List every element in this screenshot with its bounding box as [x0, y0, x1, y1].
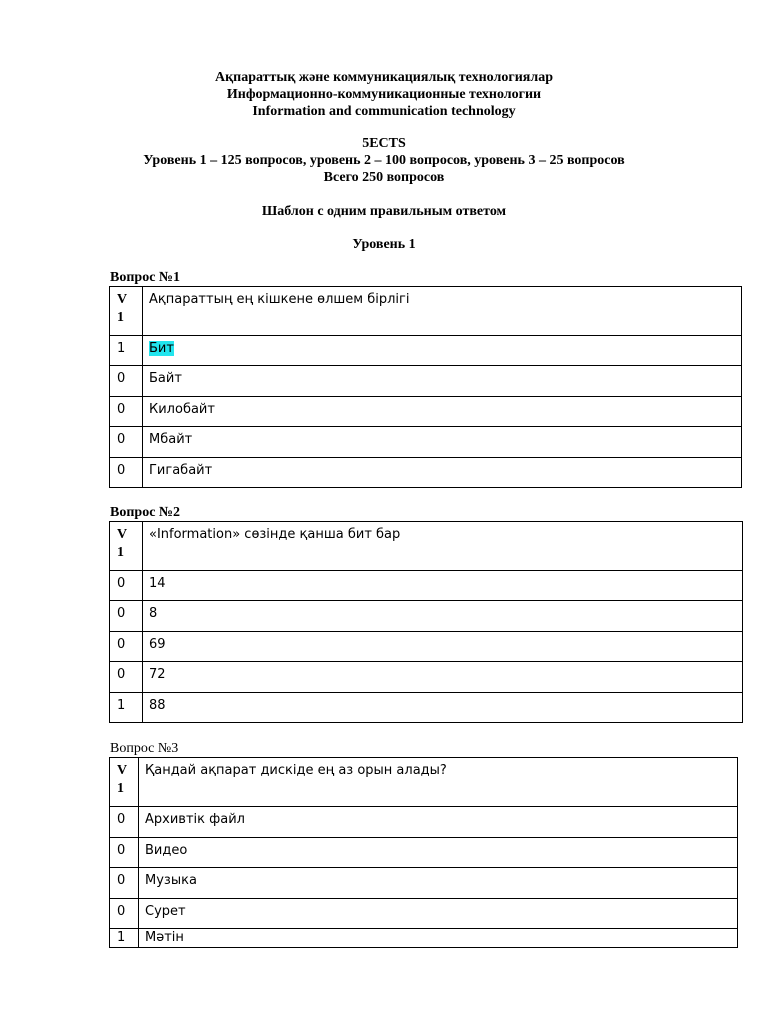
option-text: Мбайт	[149, 432, 193, 447]
option-text-cell	[143, 458, 742, 488]
title-english: Information and communication technology	[252, 104, 516, 119]
option-text-cell	[143, 571, 743, 601]
option-key: 0	[117, 576, 126, 591]
question-3-label: Вопрос №3	[110, 741, 179, 756]
option-row	[110, 838, 738, 868]
option-text: Килобайт	[149, 402, 215, 417]
option-key: 0	[117, 432, 126, 447]
option-text-cell	[143, 693, 743, 723]
option-text: Музыка	[145, 873, 197, 888]
question-2-label: Вопрос №2	[110, 505, 180, 520]
option-key-cell	[110, 807, 139, 838]
option-text: 14	[149, 576, 166, 591]
levels-summary: Уровень 1 – 125 вопросов, уровень 2 – 100 вопросов, уровень 3 – 25 вопросов	[143, 153, 625, 168]
title-russian: Информационно-коммуникационные технологии	[226, 87, 542, 102]
option-text: Мәтін	[145, 930, 184, 945]
option-text-cell	[139, 838, 738, 868]
option-key-cell	[110, 662, 143, 693]
question-1-label: Вопрос №1	[110, 270, 180, 285]
option-key-cell	[110, 571, 143, 601]
option-text-cell	[139, 899, 738, 929]
option-key: 0	[117, 667, 126, 682]
question-text-cell	[139, 758, 738, 807]
question-text: «Information» сөзінде қанша бит бар	[149, 527, 401, 542]
option-key-cell	[110, 397, 143, 427]
title-kazakh: Ақпараттық және коммуникациялық технологиялар	[215, 70, 553, 85]
question-1-table	[109, 286, 742, 488]
option-key: 0	[117, 402, 126, 417]
option-text-cell	[143, 366, 742, 397]
option-row	[110, 899, 738, 929]
option-text-cell	[143, 427, 742, 458]
option-key: 0	[117, 904, 126, 919]
option-key-cell	[110, 693, 143, 723]
option-row	[110, 427, 742, 458]
option-text-cell	[143, 397, 742, 427]
question-text-cell	[143, 522, 743, 571]
option-text: 88	[149, 698, 166, 713]
template-title: Шаблон с одним правильным ответом	[261, 204, 507, 219]
variant-label: V 1	[117, 292, 128, 325]
option-key-cell	[110, 868, 139, 899]
variant-cell	[110, 758, 139, 807]
question-2-table	[109, 521, 743, 723]
option-key-cell	[110, 366, 143, 397]
option-row	[110, 458, 742, 488]
option-key-cell	[110, 458, 143, 488]
option-row	[110, 632, 743, 662]
variant-cell	[110, 522, 143, 571]
level-title: Уровень 1	[352, 237, 416, 252]
option-key: 0	[117, 371, 126, 386]
variant-label: V 1	[117, 763, 128, 796]
option-row	[110, 868, 738, 899]
option-key: 0	[117, 606, 126, 621]
option-text-cell	[143, 632, 743, 662]
question-text-cell	[143, 287, 742, 336]
option-key: 0	[117, 843, 126, 858]
question-row	[110, 287, 742, 336]
option-row	[110, 336, 742, 366]
question-text: Ақпараттың ең кішкене өлшем бірлігі	[149, 292, 410, 307]
total-questions: Всего 250 вопросов	[323, 170, 445, 185]
option-key: 0	[117, 637, 126, 652]
question-row	[110, 522, 743, 571]
option-text: 72	[149, 667, 166, 682]
option-text-wrap	[143, 336, 741, 358]
option-key-cell	[110, 838, 139, 868]
variant-cell	[110, 287, 143, 336]
option-text: Сурет	[145, 904, 186, 919]
variant-label: V 1	[117, 527, 128, 560]
option-text: Архивтік файл	[145, 812, 245, 827]
option-key: 0	[117, 873, 126, 888]
option-key: 0	[117, 463, 126, 478]
option-key: 0	[117, 812, 126, 827]
option-row	[110, 366, 742, 397]
option-text-cell	[139, 929, 738, 948]
option-text-cell	[139, 868, 738, 899]
option-text: 8	[149, 606, 158, 621]
option-text: Бит	[149, 341, 174, 356]
option-row	[110, 601, 743, 632]
option-key-cell	[110, 336, 143, 366]
option-key: 1	[117, 341, 126, 356]
option-row	[110, 662, 743, 693]
option-row	[110, 807, 738, 838]
option-key-cell	[110, 899, 139, 929]
option-key: 1	[117, 930, 126, 945]
option-row	[110, 693, 743, 723]
option-text: 69	[149, 637, 166, 652]
option-row	[110, 929, 738, 948]
option-text: Видео	[145, 843, 188, 858]
option-text-cell	[143, 336, 742, 366]
option-text-cell	[143, 601, 743, 632]
question-3-table	[109, 757, 738, 948]
ects-label: 5ECTS	[362, 136, 406, 151]
option-key-cell	[110, 929, 139, 948]
option-text-cell	[139, 807, 738, 838]
option-key: 1	[117, 698, 126, 713]
option-key-cell	[110, 632, 143, 662]
option-text-cell	[143, 662, 743, 693]
question-row	[110, 758, 738, 807]
option-row	[110, 571, 743, 601]
option-row	[110, 397, 742, 427]
option-text: Байт	[149, 371, 182, 386]
option-key-cell	[110, 427, 143, 458]
question-text: Қандай ақпарат дискіде ең аз орын алады?	[145, 763, 447, 778]
option-key-cell	[110, 601, 143, 632]
option-text: Гигабайт	[149, 463, 213, 478]
